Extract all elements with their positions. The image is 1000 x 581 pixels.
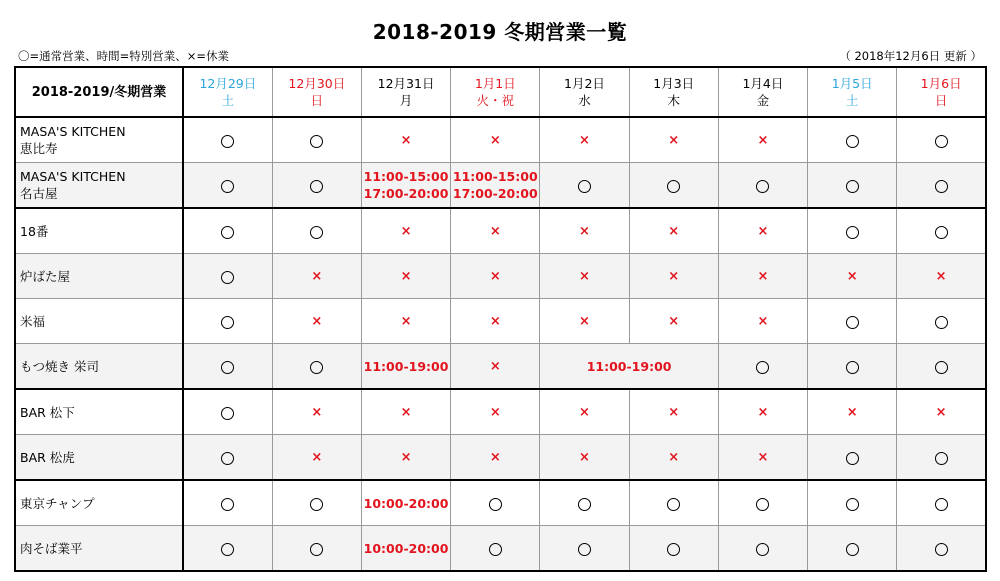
store-name-line: MASA'S KITCHEN (20, 169, 126, 184)
circle-icon (756, 180, 769, 193)
status-open (183, 163, 272, 209)
circle-icon (578, 543, 591, 556)
circle-icon (846, 498, 859, 511)
cross-icon: × (846, 269, 858, 284)
status-open (718, 163, 807, 209)
status-open (272, 344, 361, 390)
day-weekday: 水 (578, 93, 591, 108)
status-open (897, 526, 986, 572)
day-weekday: 火・祝 (476, 93, 515, 108)
status-closed (897, 254, 986, 299)
store-name-line: もつ焼き 栄司 (20, 358, 99, 374)
status-closed (629, 254, 718, 299)
status-open (897, 299, 986, 344)
store-name (15, 254, 183, 299)
status-closed (451, 208, 540, 254)
status-open (897, 435, 986, 481)
cross-icon: × (668, 450, 680, 465)
store-name-line: BAR 松下 (20, 404, 75, 420)
cross-icon: × (489, 450, 501, 465)
circle-icon (756, 361, 769, 374)
schedule-table (14, 66, 987, 572)
status-closed (540, 254, 629, 299)
status-open (183, 254, 272, 299)
status-closed (361, 254, 450, 299)
cross-icon: × (757, 450, 769, 465)
circle-icon (310, 361, 323, 374)
status-open (718, 480, 807, 526)
day-date: 1月5日 (831, 76, 873, 91)
cross-icon: × (757, 405, 769, 420)
status-closed (540, 117, 629, 163)
circle-icon (221, 498, 234, 511)
cross-icon: × (400, 269, 412, 284)
status-open (897, 480, 986, 526)
status-open (718, 526, 807, 572)
status-closed (540, 435, 629, 481)
table-row (15, 299, 986, 344)
day-header (451, 67, 540, 117)
cross-icon: × (668, 269, 680, 284)
status-closed (897, 389, 986, 435)
updated-date: （ 2018年12月6日 更新 ） (839, 49, 982, 63)
status-open (808, 163, 897, 209)
cross-icon: × (757, 133, 769, 148)
circle-icon (578, 498, 591, 511)
cross-icon: × (757, 269, 769, 284)
circle-icon (221, 407, 234, 420)
status-open (272, 117, 361, 163)
status-open (183, 117, 272, 163)
cross-icon: × (400, 224, 412, 239)
cross-icon: × (311, 450, 323, 465)
legend-text: 〇=通常営業、時間=特別営業、×=休業 (18, 49, 230, 63)
cross-icon: × (579, 269, 590, 284)
special-hours-text: 11:00-19:00 (586, 358, 672, 374)
circle-icon (667, 498, 680, 511)
circle-icon (221, 271, 234, 284)
store-name-line: 恵比寿 (20, 141, 58, 156)
status-open (718, 344, 807, 390)
cross-icon: × (668, 405, 680, 420)
day-weekday: 土 (845, 93, 859, 108)
page-title: 2018-2019 冬期営業一覧 (372, 20, 628, 44)
status-open (808, 435, 897, 481)
status-open (183, 344, 272, 390)
status-open (629, 480, 718, 526)
circle-icon (221, 316, 234, 329)
status-closed (718, 299, 807, 344)
status-closed (272, 254, 361, 299)
cross-icon: × (579, 314, 590, 329)
store-name (15, 163, 183, 209)
special-hours-text: 10:00-20:00 (363, 540, 449, 556)
status-special-hours (361, 480, 450, 526)
day-date: 1月2日 (564, 76, 605, 91)
circle-icon (310, 543, 323, 556)
circle-icon (489, 543, 502, 556)
day-header (183, 67, 272, 117)
store-name-line: 18番 (20, 223, 49, 239)
store-name-line: 名古屋 (20, 186, 58, 201)
day-weekday: 土 (221, 93, 235, 108)
cross-icon: × (757, 224, 769, 239)
day-header (272, 67, 361, 117)
cross-icon: × (668, 133, 680, 148)
circle-icon (935, 498, 948, 511)
circle-icon (756, 543, 769, 556)
cross-icon: × (400, 405, 412, 420)
table-row (15, 254, 986, 299)
cross-icon: × (757, 314, 769, 329)
cross-icon: × (935, 269, 947, 284)
circle-icon (221, 226, 234, 239)
cross-icon: × (668, 224, 680, 239)
status-closed (629, 299, 718, 344)
store-name-line: MASA'S KITCHEN (20, 124, 126, 139)
status-closed (451, 389, 540, 435)
store-name (15, 344, 183, 390)
cross-icon: × (579, 405, 590, 420)
day-date: 12月30日 (288, 76, 346, 91)
status-open (451, 480, 540, 526)
circle-icon (846, 226, 859, 239)
status-closed (272, 435, 361, 481)
status-closed (361, 208, 450, 254)
status-open (897, 344, 986, 390)
special-hours-text: 17:00-20:00 (452, 186, 538, 201)
table-row (15, 208, 986, 254)
status-open (183, 526, 272, 572)
day-header (361, 67, 450, 117)
status-closed (361, 435, 450, 481)
day-weekday: 日 (934, 93, 948, 108)
circle-icon (667, 180, 680, 193)
circle-icon (935, 361, 948, 374)
cross-icon: × (579, 450, 590, 465)
status-closed (361, 299, 450, 344)
circle-icon (221, 180, 234, 193)
header-row (15, 67, 986, 117)
cross-icon: × (400, 450, 412, 465)
table-row (15, 526, 986, 572)
circle-icon (221, 361, 234, 374)
circle-icon (846, 543, 859, 556)
status-open (897, 163, 986, 209)
store-name-line: BAR 松虎 (20, 449, 75, 465)
status-open (808, 526, 897, 572)
circle-icon (935, 316, 948, 329)
status-closed (272, 389, 361, 435)
table-row (15, 117, 986, 163)
table-row (15, 389, 986, 435)
cross-icon: × (311, 269, 323, 284)
status-special-hours (361, 163, 450, 209)
status-open (540, 526, 629, 572)
circle-icon (578, 180, 591, 193)
circle-icon (489, 498, 502, 511)
status-closed (361, 389, 450, 435)
status-open (808, 480, 897, 526)
cross-icon: × (935, 405, 947, 420)
circle-icon (221, 135, 234, 148)
store-name-line: 炉ばた屋 (20, 268, 71, 284)
status-open (540, 163, 629, 209)
status-open (272, 163, 361, 209)
circle-icon (846, 180, 859, 193)
store-name (15, 480, 183, 526)
circle-icon (310, 135, 323, 148)
circle-icon (846, 316, 859, 329)
circle-icon (667, 543, 680, 556)
status-open (808, 299, 897, 344)
status-special-hours (540, 344, 718, 390)
status-open (183, 299, 272, 344)
cross-icon: × (489, 314, 501, 329)
day-date: 12月31日 (377, 76, 435, 91)
circle-icon (310, 180, 323, 193)
cross-icon: × (668, 314, 680, 329)
status-closed (718, 208, 807, 254)
status-special-hours (361, 526, 450, 572)
cross-icon: × (489, 359, 501, 374)
day-header (540, 67, 629, 117)
circle-icon (221, 543, 234, 556)
cross-icon: × (489, 405, 501, 420)
cross-icon: × (311, 314, 323, 329)
day-header (629, 67, 718, 117)
status-closed (629, 389, 718, 435)
store-name (15, 389, 183, 435)
status-open (897, 117, 986, 163)
circle-icon (756, 498, 769, 511)
status-open (808, 208, 897, 254)
status-closed (272, 299, 361, 344)
circle-icon (846, 452, 859, 465)
store-name (15, 117, 183, 163)
store-name (15, 208, 183, 254)
status-open (540, 480, 629, 526)
status-closed (451, 117, 540, 163)
status-closed (451, 344, 540, 390)
table-row (15, 435, 986, 481)
status-closed (718, 254, 807, 299)
status-closed (540, 299, 629, 344)
status-open (629, 163, 718, 209)
store-name (15, 299, 183, 344)
circle-icon (221, 452, 234, 465)
status-closed (629, 208, 718, 254)
day-weekday: 月 (399, 93, 413, 108)
circle-icon (935, 543, 948, 556)
table-row (15, 163, 986, 209)
status-closed (451, 435, 540, 481)
circle-icon (935, 226, 948, 239)
day-header (897, 67, 986, 117)
status-closed (629, 435, 718, 481)
status-open (183, 389, 272, 435)
circle-icon (935, 452, 948, 465)
status-open (272, 526, 361, 572)
status-open (183, 435, 272, 481)
day-date: 1月4日 (742, 76, 784, 91)
cross-icon: × (846, 405, 858, 420)
day-date: 1月3日 (653, 76, 695, 91)
status-open (451, 526, 540, 572)
circle-icon (310, 226, 323, 239)
cross-icon: × (489, 224, 501, 239)
status-closed (540, 208, 629, 254)
table-row (15, 480, 986, 526)
table-row (15, 344, 986, 390)
corner-header: 2018-2019/冬期営業 (15, 67, 183, 117)
day-date: 1月6日 (920, 76, 962, 91)
day-header (808, 67, 897, 117)
day-weekday: 日 (310, 93, 324, 108)
cross-icon: × (311, 405, 323, 420)
special-hours-text: 11:00-15:00 (452, 169, 538, 184)
special-hours-text: 11:00-15:00 (363, 169, 449, 184)
circle-icon (935, 180, 948, 193)
circle-icon (310, 498, 323, 511)
store-name-line: 肉そば業平 (20, 540, 83, 556)
store-name (15, 526, 183, 572)
cross-icon: × (400, 133, 412, 148)
status-open (183, 480, 272, 526)
status-open (629, 526, 718, 572)
store-name-line: 米福 (20, 313, 46, 329)
status-closed (540, 389, 629, 435)
status-open (272, 208, 361, 254)
status-closed (718, 389, 807, 435)
status-special-hours (451, 163, 540, 209)
status-closed (718, 117, 807, 163)
special-hours-text: 11:00-19:00 (363, 358, 449, 374)
status-closed (361, 117, 450, 163)
status-closed (629, 117, 718, 163)
day-weekday: 金 (756, 93, 770, 108)
day-date: 12月29日 (199, 76, 257, 91)
store-name-line: 東京チャンプ (20, 495, 95, 511)
status-closed (451, 299, 540, 344)
status-closed (451, 254, 540, 299)
cross-icon: × (400, 314, 412, 329)
status-closed (808, 389, 897, 435)
status-closed (808, 254, 897, 299)
day-date: 1月1日 (474, 76, 516, 91)
circle-icon (935, 135, 948, 148)
status-open (808, 117, 897, 163)
status-open (897, 208, 986, 254)
cross-icon: × (489, 269, 501, 284)
status-special-hours (361, 344, 450, 390)
special-hours-text: 10:00-20:00 (363, 495, 449, 511)
circle-icon (846, 135, 859, 148)
day-weekday: 木 (667, 93, 680, 108)
day-header (718, 67, 807, 117)
cross-icon: × (579, 133, 590, 148)
status-open (183, 208, 272, 254)
status-open (272, 480, 361, 526)
special-hours-text: 17:00-20:00 (363, 186, 449, 201)
status-closed (718, 435, 807, 481)
circle-icon (846, 361, 859, 374)
status-open (808, 344, 897, 390)
cross-icon: × (489, 133, 501, 148)
store-name (15, 435, 183, 481)
cross-icon: × (579, 224, 590, 239)
